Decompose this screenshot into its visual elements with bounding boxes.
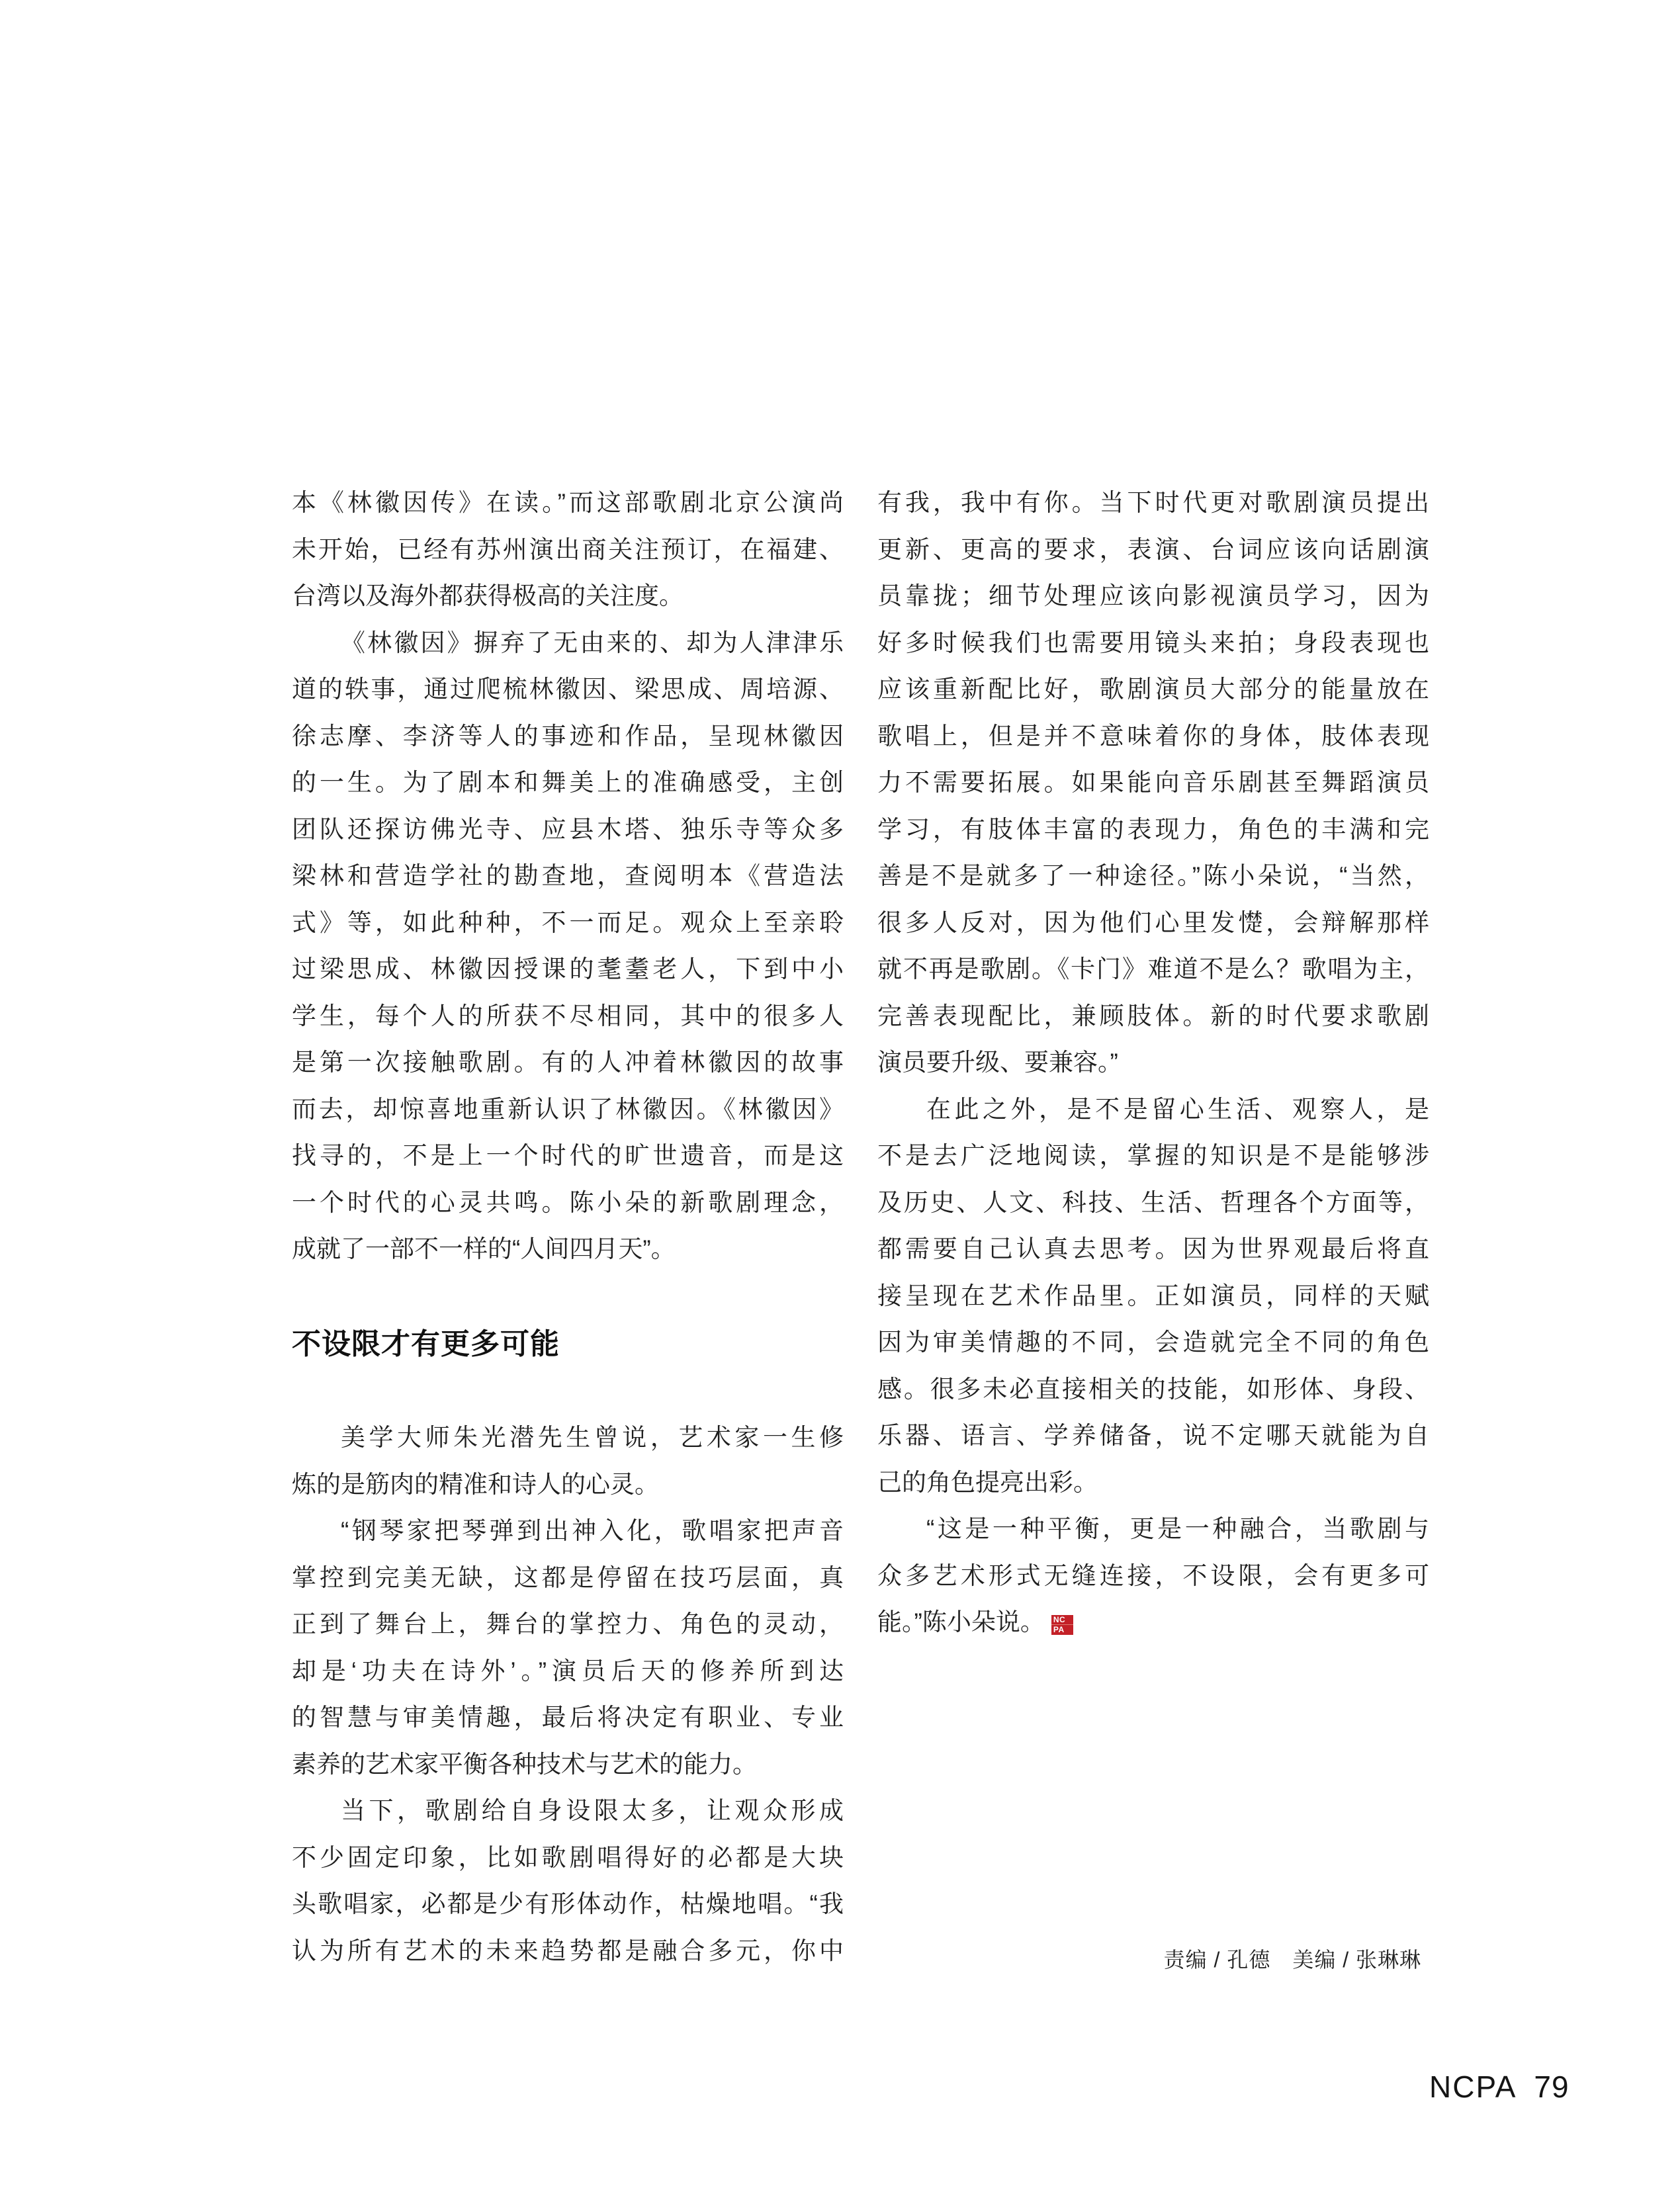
- page-footer: [1429, 2071, 1569, 2103]
- text-line: 能。”陈小朵说。 $\frac{NC}{PA}$: [877, 1599, 1429, 1646]
- text-line: 团队还探访佛光寺、应县木塔、独乐寺等众多: [292, 815, 844, 843]
- left-column-paragraphs-bottom: [292, 1415, 844, 1974]
- right-text-column: [877, 480, 1429, 1646]
- text-line: 的一生。为了剧本和舞美上的准确感受，主创: [292, 769, 844, 796]
- text-line: 头歌唱家，必都是少有形体动作，枯燥地唱。“我: [292, 1890, 844, 1917]
- text-line: 学习，有肢体丰富的表现力，角色的丰满和完: [877, 815, 1429, 843]
- text-line: 众多艺术形式无缝连接，不设限，会有更多可: [877, 1561, 1429, 1589]
- text-line: 在此之外，是不是留心生活、观察人，是: [926, 1095, 1429, 1123]
- text-line: 接呈现在艺术作品里。正如演员，同样的天赋: [877, 1282, 1429, 1309]
- text-line: 成就了一部不一样的“人间四月天”。: [292, 1235, 676, 1262]
- text-line: 歌唱上，但是并不意味着你的身体，肢体表现: [877, 722, 1429, 750]
- editor-credits: 责编 / 孔德 美编 / 张琳琳: [1163, 1948, 1421, 1972]
- text-line: 善是不是就多了一种途径。”陈小朵说，“当然，: [877, 862, 1429, 889]
- text-line: 乐器、语言、学养储备，说不定哪天就能为自: [877, 1422, 1429, 1449]
- text-line: 己的角色提亮出彩。: [877, 1468, 1098, 1496]
- text-line: 认为所有艺术的未来趋势都是融合多元，你中: [292, 1937, 844, 1964]
- text-line: 美学大师朱光潜先生曾说，艺术家一生修: [341, 1424, 844, 1451]
- text-line: 素养的艺术家平衡各种技术与艺术的能力。: [292, 1750, 757, 1778]
- text-line: 炼的是筋肉的精准和诗人的心灵。: [292, 1470, 659, 1498]
- text-line: 力不需要拓展。如果能向音乐剧甚至舞蹈演员: [877, 769, 1429, 796]
- text-line: 好多时候我们也需要用镜头来拍；身段表现也: [877, 629, 1429, 656]
- text-line: “钢琴家把琴弹到出神入化，歌唱家把声音: [341, 1517, 844, 1544]
- text-line: 式》等，如此种种，不一而足。观众上至亲聆: [292, 908, 844, 936]
- text-line: 正到了舞台上，舞台的掌控力、角色的灵动，: [292, 1610, 844, 1638]
- text-line: 台湾以及海外都获得极高的关注度。: [292, 582, 684, 609]
- text-line: 不少固定印象，比如歌剧唱得好的必都是大块: [292, 1843, 844, 1871]
- page-number: 79: [1534, 2070, 1569, 2104]
- text-line: 应该重新配比好，歌剧演员大部分的能量放在: [877, 676, 1429, 703]
- text-line: 掌控到完美无缺，这都是停留在技巧层面，真: [292, 1563, 844, 1591]
- text-line: “这是一种平衡，更是一种融合，当歌剧与: [926, 1515, 1429, 1542]
- text-line: 当下，歌剧给自身设限太多，让观众形成: [341, 1797, 844, 1824]
- text-line: 是第一次接触歌剧。有的人冲着林徽因的故事: [292, 1049, 844, 1076]
- text-line: 很多人反对，因为他们心里发憷，会辩解那样: [877, 908, 1429, 936]
- text-line: 及历史、人文、科技、生活、哲理各个方面等，: [877, 1188, 1429, 1216]
- left-text-column: [292, 480, 844, 1974]
- text-line: 《林徽因》摒弃了无由来的、却为人津津乐: [341, 629, 844, 656]
- ncpa-end-seal-icon: $\frac{NC}{PA}$: [1051, 1615, 1073, 1635]
- text-line: 有我，我中有你。当下时代更对歌剧演员提出: [877, 489, 1429, 516]
- text-line: 不是去广泛地阅读，掌握的知识是不是能够涉: [877, 1142, 1429, 1169]
- text-line: 一个时代的心灵共鸣。陈小朵的新歌剧理念，: [292, 1188, 844, 1216]
- text-line: 感。很多未必直接相关的技能，如形体、身段、: [877, 1375, 1429, 1403]
- text-line: 更新、更高的要求，表演、台词应该向话剧演: [877, 535, 1429, 563]
- section-heading: 不设限才有更多可能: [292, 1327, 560, 1360]
- text-line: 梁林和营造学社的勘查地，查阅明本《营造法: [292, 862, 844, 889]
- footer-brand: NCPA: [1429, 2070, 1517, 2104]
- text-line: 都需要自己认真去思考。因为世界观最后将直: [877, 1235, 1429, 1262]
- text-line: 徐志摩、李济等人的事迹和作品，呈现林徽因: [292, 722, 844, 750]
- text-line: 却是‘功夫在诗外’。”演员后天的修养所到达: [292, 1657, 844, 1685]
- text-line: 完善表现配比，兼顾肢体。新的时代要求歌剧: [877, 1002, 1429, 1029]
- text-line: 就不再是歌剧。《卡门》难道不是么？歌唱为主，: [877, 955, 1429, 983]
- text-line: 因为审美情趣的不同，会造就完全不同的角色: [877, 1329, 1429, 1356]
- right-column-paragraphs: [877, 480, 1429, 1646]
- text-line: 学生，每个人的所获不尽相同，其中的很多人: [292, 1002, 844, 1029]
- text-line: 找寻的，不是上一个时代的旷世遗音，而是这: [292, 1142, 844, 1169]
- text-line: 而去，却惊喜地重新认识了林徽因。《林徽因》: [292, 1095, 844, 1123]
- text-line: 的智慧与审美情趣，最后将决定有职业、专业: [292, 1704, 844, 1731]
- text-line: 员靠拢；细节处理应该向影视演员学习，因为: [877, 582, 1429, 609]
- text-line: 过梁思成、林徽因授课的耄耋老人，下到中小: [292, 955, 844, 983]
- text-line: 未开始，已经有苏州演出商关注预订，在福建、: [292, 535, 844, 563]
- text-line: 演员要升级、要兼容。”: [877, 1049, 1118, 1076]
- left-column-paragraphs-top: [292, 480, 844, 1273]
- text-line: 本《林徽因传》在读。”而这部歌剧北京公演尚: [292, 489, 844, 516]
- text-line: 道的轶事，通过爬梳林徽因、梁思成、周培源、: [292, 676, 844, 703]
